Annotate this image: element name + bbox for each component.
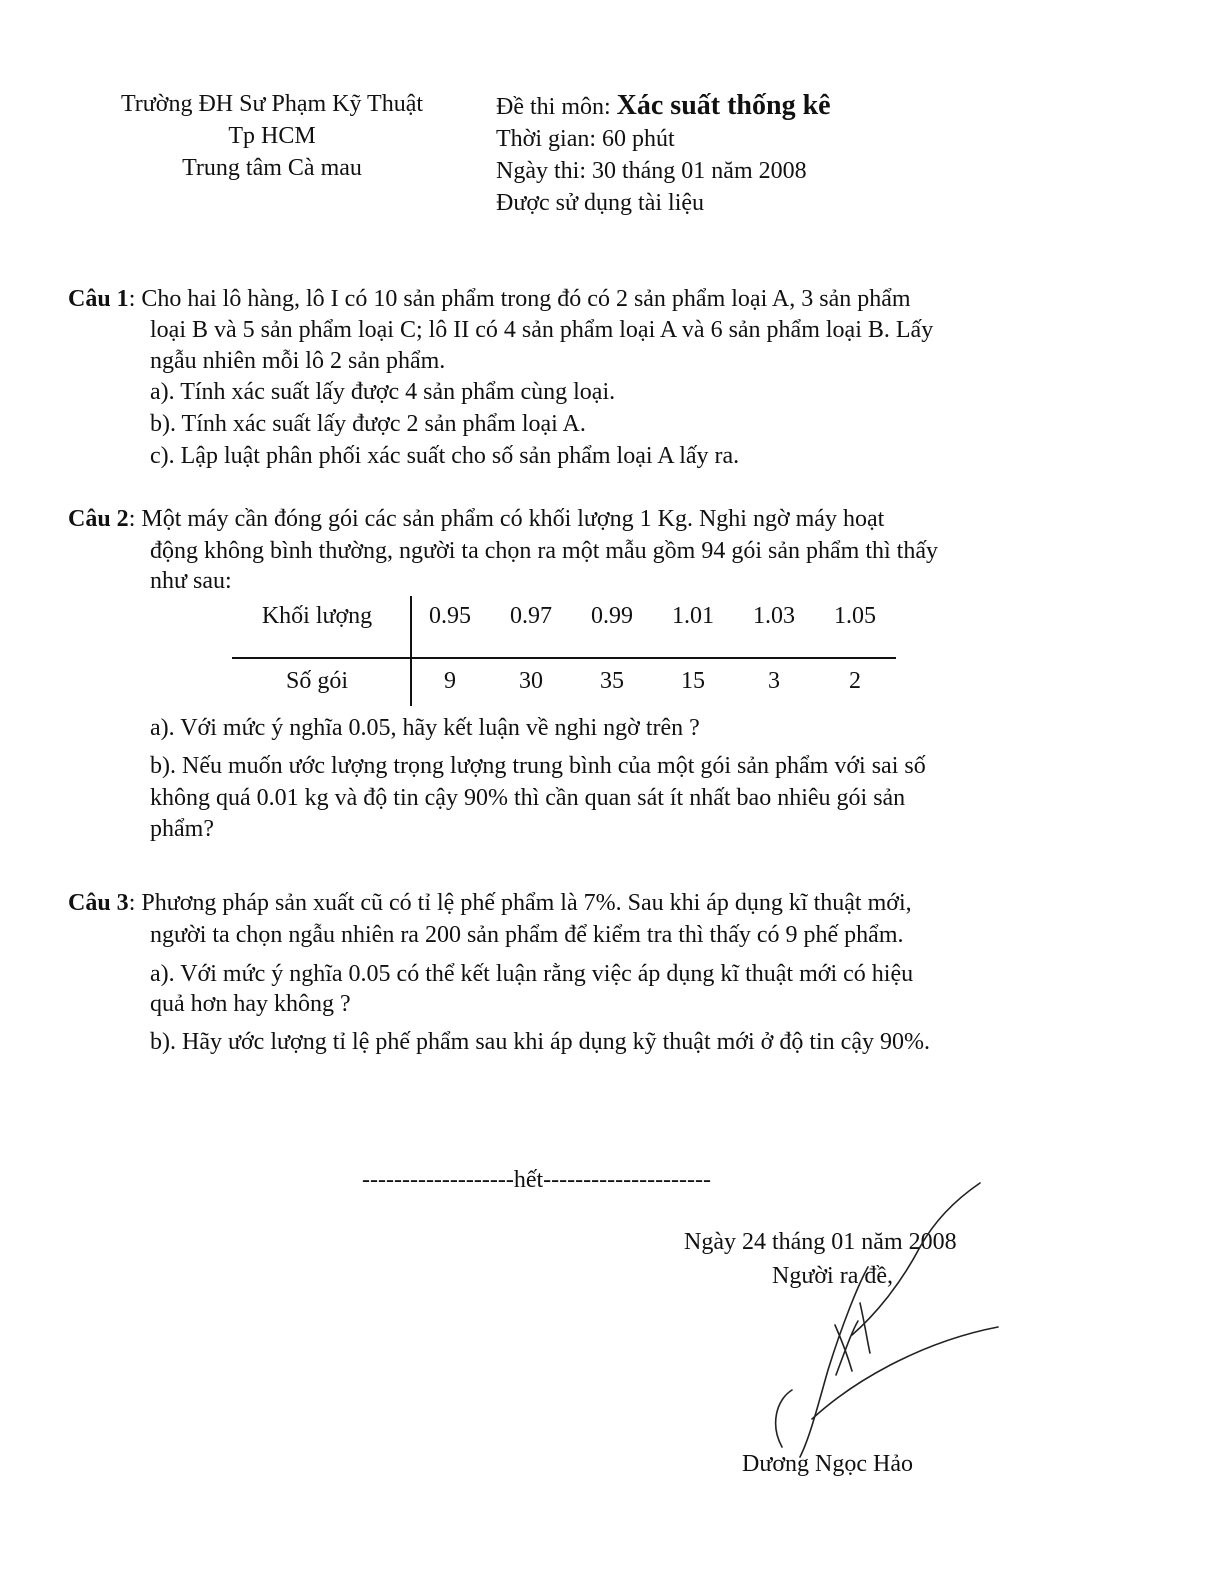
- question-1-label: Câu 1: [68, 286, 129, 312]
- table-horizontal-rule: [232, 657, 896, 659]
- table-cell-weight: 0.97: [510, 603, 552, 629]
- table-cell-weight: 0.95: [429, 603, 471, 629]
- author-role: Người ra đề,: [772, 1263, 893, 1289]
- table-header-weight: Khối lượng: [261, 603, 373, 629]
- exam-materials: Được sử dụng tài liệu: [496, 190, 705, 216]
- question-3-line-2: người ta chọn ngẫu nhiên ra 200 sản phẩm để kiểm tra thì thấy có 9 phế phẩm.: [150, 922, 904, 948]
- table-header-count: Số gói: [285, 668, 348, 694]
- exam-subject-line: [496, 90, 831, 123]
- question-3-label: Câu 3: [68, 890, 129, 916]
- question-2-intro: [68, 503, 884, 535]
- question-3-line-1: : Phương pháp sản xuất cũ có tỉ lệ phế phẩm là 7%. Sau khi áp dụng kĩ thuật mới,: [128, 890, 912, 916]
- school-name: Trường ĐH Sư Phạm Kỹ Thuật: [120, 91, 424, 117]
- question-2-line-1: : Một máy cần đóng gói các sản phẩm có khối lượng 1 Kg. Nghi ngờ máy hoạt: [128, 506, 885, 532]
- question-2-part-b-line-2: không quá 0.01 kg và độ tin cậy 90% thì cần quan sát ít nhất bao nhiêu gói sản: [150, 785, 906, 811]
- table-cell-weight: 1.03: [753, 603, 795, 629]
- table-cell-weight: 1.05: [834, 603, 876, 629]
- school-header: [92, 88, 452, 184]
- table-cell-count: 35: [600, 668, 624, 694]
- question-2-part-b-line-1: b). Nếu muốn ước lượng trọng lượng trung bình của một gói sản phẩm với sai số: [150, 753, 926, 779]
- question-1-part-b: b). Tính xác suất lấy được 2 sản phẩm loại A.: [150, 411, 586, 437]
- question-3-part-b: b). Hãy ước lượng tỉ lệ phế phẩm sau khi áp dụng kỹ thuật mới ở độ tin cậy 90%.: [150, 1029, 930, 1055]
- table-cell-count: 15: [681, 668, 705, 694]
- question-1-intro: [68, 283, 911, 315]
- table-cell-count: 3: [768, 668, 780, 694]
- sign-date: Ngày 24 tháng 01 năm 2008: [684, 1229, 957, 1255]
- question-2-part-b-line-3: phẩm?: [150, 816, 214, 842]
- question-1-part-a: a). Tính xác suất lấy được 4 sản phẩm cùng loại.: [150, 379, 616, 405]
- question-3-part-a-line-2: quả hơn hay không ?: [150, 991, 351, 1017]
- question-2-label: Câu 2: [68, 506, 129, 532]
- question-2-part-a: a). Với mức ý nghĩa 0.05, hãy kết luận về nghi ngờ trên ?: [150, 715, 700, 741]
- handwritten-signature: [740, 1175, 1010, 1475]
- question-1-line-1: : Cho hai lô hàng, lô I có 10 sản phẩm trong đó có 2 sản phẩm loại A, 3 sản phẩm: [128, 286, 911, 312]
- exam-date: Ngày thi: 30 tháng 01 năm 2008: [496, 158, 807, 184]
- school-city: Tp HCM: [228, 123, 316, 149]
- question-1-part-c: c). Lập luật phân phối xác suất cho số sản phẩm loại A lấy ra.: [150, 443, 740, 469]
- question-2-line-3: như sau:: [150, 568, 232, 594]
- table-cell-weight: 0.99: [591, 603, 633, 629]
- question-1-line-3: ngẫu nhiên mỗi lô 2 sản phẩm.: [150, 348, 446, 374]
- question-1-line-2: loại B và 5 sản phẩm loại C; lô II có 4 sản phẩm loại A và 6 sản phẩm loại B. Lấy: [150, 317, 934, 343]
- exam-info: [496, 90, 831, 219]
- exam-subject: Xác suất thống kê: [616, 90, 831, 121]
- table-cell-weight: 1.01: [672, 603, 714, 629]
- school-center: Trung tâm Cà mau: [182, 155, 362, 181]
- table-cell-count: 30: [519, 668, 543, 694]
- question-3-intro: [68, 887, 912, 919]
- question-3-part-a-line-1: a). Với mức ý nghĩa 0.05 có thể kết luận rằng việc áp dụng kĩ thuật mới có hiệu: [150, 961, 914, 987]
- table-cell-count: 2: [849, 668, 861, 694]
- table-cell-count: 9: [444, 668, 456, 694]
- subject-prefix: Đề thi môn:: [496, 94, 617, 120]
- author-name: Dương Ngọc Hảo: [742, 1451, 913, 1477]
- question-2-line-2: động không bình thường, người ta chọn ra một mẫu gồm 94 gói sản phẩm thì thấy: [150, 538, 938, 564]
- weight-frequency-table: [232, 596, 896, 706]
- end-mark: -------------------hết---------------------: [362, 1167, 712, 1193]
- exam-time: Thời gian: 60 phút: [496, 126, 675, 152]
